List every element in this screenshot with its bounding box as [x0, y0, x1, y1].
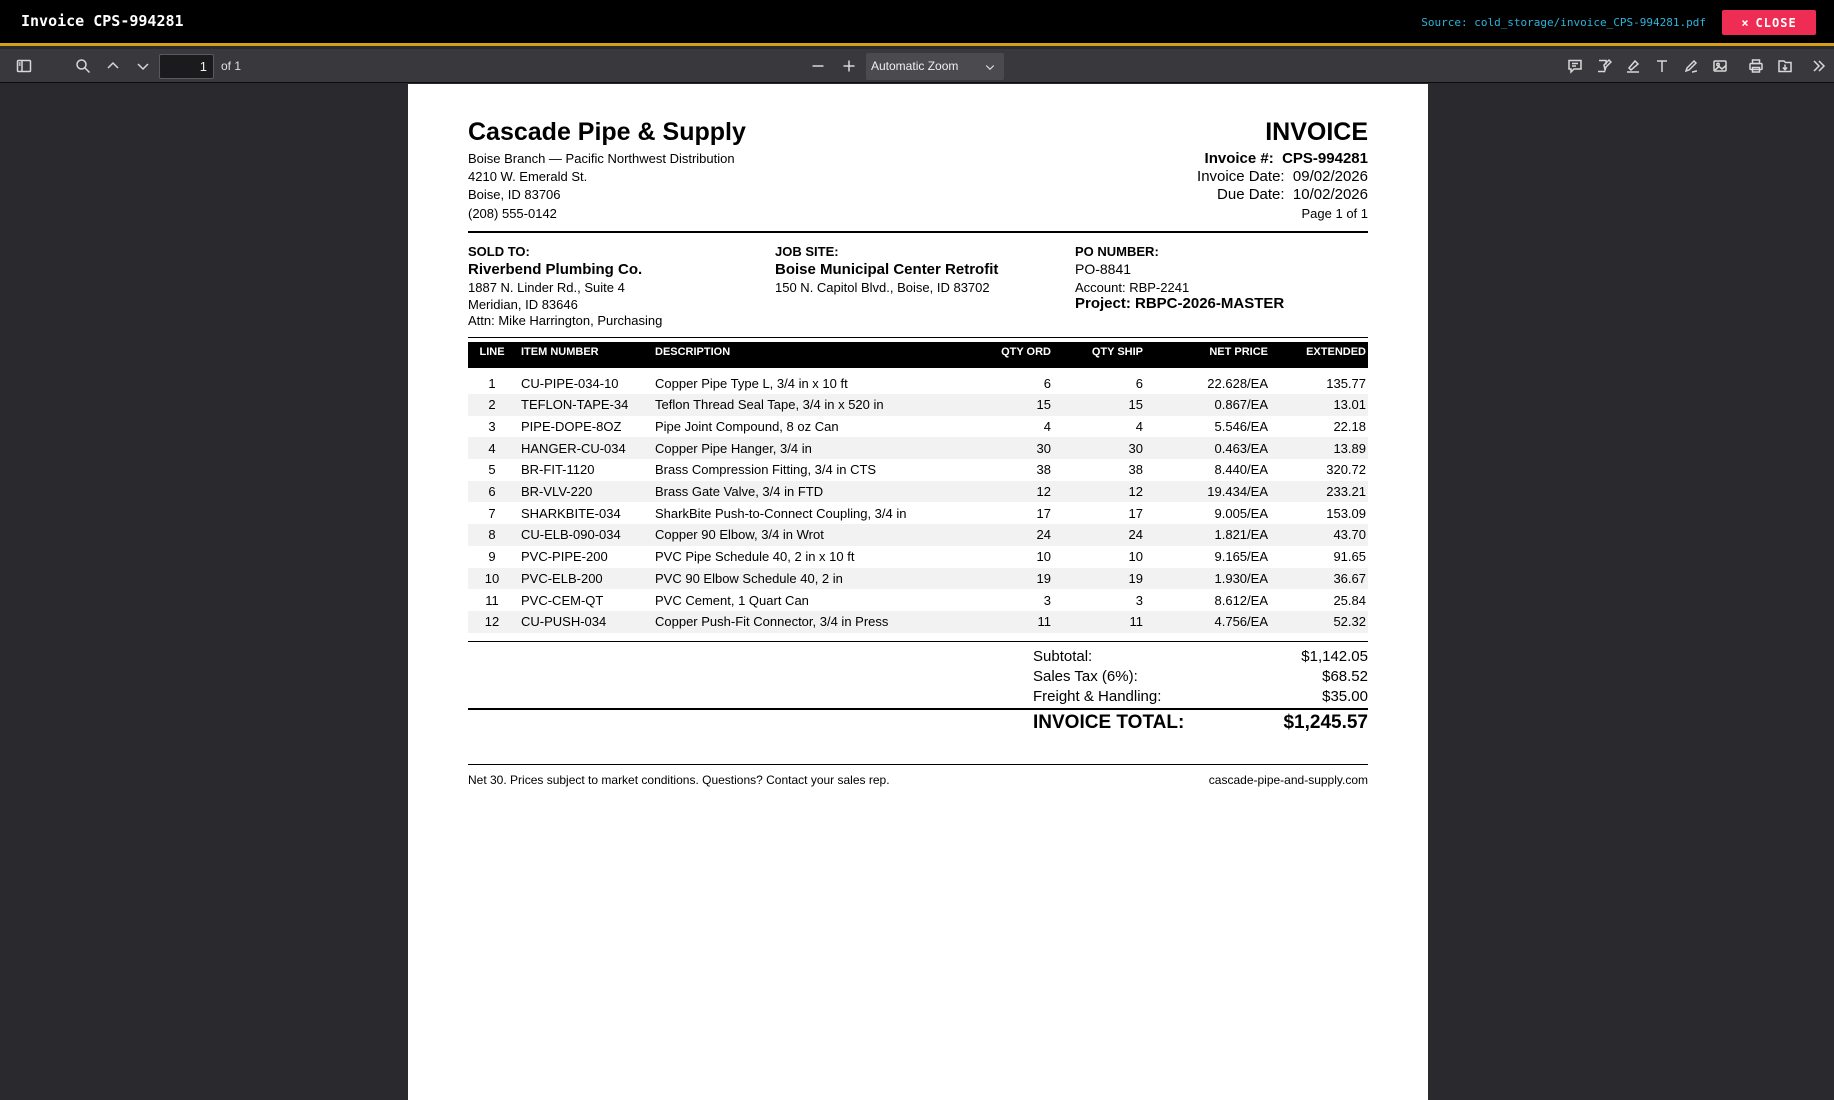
table-row [468, 524, 1368, 546]
qty-shipped: 4 [1135, 419, 1143, 435]
table-row [468, 368, 1368, 394]
qty-ordered: 24 [1036, 527, 1051, 543]
due-date: 10/02/2026 [1292, 186, 1368, 203]
company-city: Boise, ID 83706 [468, 187, 561, 202]
invoice-number-label: Invoice #: [1204, 150, 1274, 167]
invoice-title: INVOICE [1265, 118, 1368, 146]
qty-shipped: 6 [1135, 375, 1143, 391]
search-icon[interactable] [73, 56, 93, 76]
table-header-row [468, 342, 1368, 368]
totals-divider [468, 641, 1368, 642]
column-header: QTY SHIP [1091, 346, 1143, 358]
project-code: Project: RBPC-2026-MASTER [1075, 295, 1285, 312]
table-row [468, 611, 1368, 633]
line-number: 2 [488, 397, 496, 413]
column-header: QTY ORD [1001, 346, 1051, 358]
chevron-up-icon[interactable] [103, 56, 123, 76]
due-date-label: Due Date: [1217, 186, 1285, 203]
table-row [468, 568, 1368, 590]
qty-shipped: 3 [1135, 592, 1143, 608]
qty-shipped: 17 [1128, 505, 1143, 521]
due-date-row [1217, 186, 1368, 203]
extended-price: 13.01 [1333, 397, 1366, 413]
item-number: CU-ELB-090-034 [521, 527, 621, 543]
company-phone: (208) 555-0142 [468, 206, 557, 221]
item-description: PVC 90 Elbow Schedule 40, 2 in [655, 570, 843, 586]
header-divider [468, 231, 1368, 233]
qty-ordered: 15 [1036, 397, 1051, 413]
subtotal-value: $1,142.05 [1301, 648, 1368, 665]
payment-terms: Net 30. Prices subject to market conditions. Questions? Contact your sales rep. [468, 773, 890, 787]
minus-icon[interactable] [808, 56, 828, 76]
extended-price: 91.65 [1333, 549, 1366, 565]
qty-ordered: 30 [1036, 440, 1051, 456]
item-number: BR-VLV-220 [521, 484, 593, 500]
item-number: CU-PUSH-034 [521, 614, 607, 630]
net-price: 9.005/EA [1214, 505, 1268, 521]
item-number: HANGER-CU-034 [521, 440, 626, 456]
qty-ordered: 12 [1036, 484, 1051, 500]
net-price: 19.434/EA [1207, 484, 1268, 500]
qty-ordered: 19 [1036, 570, 1051, 586]
column-header: ITEM NUMBER [521, 346, 599, 358]
net-price: 4.756/EA [1214, 614, 1268, 630]
extended-price: 135.77 [1326, 375, 1366, 391]
freight-label: Freight & Handling: [1033, 688, 1162, 705]
download-icon[interactable] [1775, 56, 1795, 76]
item-description: Pipe Joint Compound, 8 oz Can [655, 419, 839, 435]
company-street: 4210 W. Emerald St. [468, 169, 588, 184]
item-number: PIPE-DOPE-8OZ [521, 419, 622, 435]
sold-to-name: Riverbend Plumbing Co. [468, 261, 643, 278]
net-price: 0.463/EA [1214, 440, 1268, 456]
document-viewer[interactable] [0, 84, 1834, 1100]
job-site-label: JOB SITE: [775, 244, 839, 259]
chevron-down-icon [984, 53, 996, 80]
qty-ordered: 11 [1037, 614, 1051, 630]
item-number: TEFLON-TAPE-34 [521, 397, 629, 413]
image-icon[interactable] [1710, 56, 1730, 76]
item-description: Copper Pipe Hanger, 3/4 in [655, 440, 812, 456]
table-row [468, 437, 1368, 459]
invoice-total-label: INVOICE TOTAL: [1033, 712, 1185, 733]
company-name: Cascade Pipe & Supply [468, 118, 746, 146]
net-price: 1.930/EA [1214, 570, 1268, 586]
net-price: 1.821/EA [1214, 527, 1268, 543]
qty-shipped: 12 [1128, 484, 1143, 500]
item-description: Teflon Thread Seal Tape, 3/4 in x 520 in [655, 397, 884, 413]
grand-total-divider [468, 708, 1368, 710]
invoice-date: 09/02/2026 [1292, 168, 1368, 185]
item-number: PVC-CEM-QT [521, 592, 604, 608]
net-price: 22.628/EA [1207, 375, 1268, 391]
extended-price: 22.18 [1333, 419, 1366, 435]
po-number: PO-8841 [1075, 261, 1132, 277]
line-number: 10 [484, 570, 500, 586]
tax-label: Sales Tax (6%): [1033, 668, 1138, 685]
pdf-toolbar [0, 49, 1834, 83]
job-site-name: Boise Municipal Center Retrofit [775, 261, 999, 278]
page-number-input[interactable]: 1 [159, 54, 214, 79]
item-description: Copper Push-Fit Connector, 3/4 in Press [655, 614, 889, 630]
qty-shipped: 10 [1128, 549, 1143, 565]
item-number: PVC-ELB-200 [521, 570, 603, 586]
table-row [468, 589, 1368, 611]
qty-ordered: 6 [1043, 375, 1051, 391]
chevron-down-icon[interactable] [133, 56, 153, 76]
line-number: 12 [484, 614, 500, 630]
qty-shipped: 11 [1129, 614, 1143, 630]
item-description: Brass Compression Fitting, 3/4 in CTS [655, 462, 877, 478]
column-header: EXTENDED [1306, 346, 1366, 358]
line-number: 7 [488, 505, 496, 521]
table-row [468, 502, 1368, 524]
table-row [468, 546, 1368, 568]
subtotal-label: Subtotal: [1033, 648, 1093, 665]
net-price: 8.612/EA [1214, 592, 1268, 608]
column-header: DESCRIPTION [655, 346, 731, 358]
net-price: 0.867/EA [1214, 397, 1268, 413]
line-number: 6 [488, 484, 496, 500]
extended-price: 25.84 [1333, 592, 1366, 608]
line-number: 3 [488, 419, 496, 435]
plus-icon[interactable] [839, 56, 859, 76]
items-top-divider [468, 337, 1368, 338]
item-number: CU-PIPE-034-10 [521, 375, 619, 391]
extended-price: 320.72 [1326, 462, 1366, 478]
company-branch: Boise Branch — Pacific Northwest Distribution [468, 151, 735, 166]
line-number: 8 [488, 527, 496, 543]
qty-shipped: 15 [1128, 397, 1143, 413]
item-description: Copper Pipe Type L, 3/4 in x 10 ft [655, 375, 848, 391]
page-indicator: Page 1 of 1 [1301, 206, 1368, 221]
zoom-select[interactable] [866, 53, 1004, 80]
table-row [468, 459, 1368, 481]
close-button[interactable] [1722, 10, 1816, 35]
sidebar-toggle-icon[interactable] [14, 56, 34, 76]
line-number: 1 [488, 375, 496, 391]
page-count: of 1 [221, 59, 242, 73]
sold-to-attn: Attn: Mike Harrington, Purchasing [468, 313, 663, 328]
invoice-number-row [1205, 150, 1368, 167]
qty-shipped: 19 [1128, 570, 1143, 586]
qty-ordered: 4 [1043, 419, 1051, 435]
footer-divider [468, 764, 1368, 765]
extended-price: 36.67 [1333, 570, 1366, 586]
net-price: 5.546/EA [1214, 419, 1268, 435]
item-description: PVC Cement, 1 Quart Can [655, 592, 809, 608]
extended-price: 13.89 [1333, 440, 1366, 456]
extended-price: 43.70 [1333, 527, 1366, 543]
qty-shipped: 30 [1128, 440, 1143, 456]
sold-to-label: SOLD TO: [468, 244, 530, 259]
item-description: SharkBite Push-to-Connect Coupling, 3/4 in [655, 505, 907, 521]
zoom-value: Automatic Zoom [871, 59, 959, 73]
sold-to-city: Meridian, ID 83646 [468, 297, 578, 312]
line-items-table [468, 342, 1368, 633]
qty-ordered: 38 [1036, 462, 1051, 478]
column-header: LINE [479, 346, 505, 358]
line-number: 9 [488, 549, 496, 565]
window-title: Invoice CPS-994281 [21, 12, 184, 30]
column-header: NET PRICE [1209, 346, 1268, 358]
table-row [468, 416, 1368, 438]
comment-icon[interactable] [1565, 56, 1585, 76]
close-icon: × [1741, 15, 1750, 30]
highlight-icon[interactable] [1623, 56, 1643, 76]
item-number: PVC-PIPE-200 [521, 549, 608, 565]
sold-to-street: 1887 N. Linder Rd., Suite 4 [468, 280, 625, 295]
freight-value: $35.00 [1322, 688, 1368, 705]
invoice-date-row [1197, 168, 1368, 185]
tax-value: $68.52 [1322, 668, 1368, 685]
net-price: 8.440/EA [1214, 462, 1268, 478]
item-description: Brass Gate Valve, 3/4 in FTD [655, 484, 824, 500]
qty-shipped: 24 [1128, 527, 1143, 543]
line-number: 5 [488, 462, 496, 478]
item-number: BR-FIT-1120 [521, 462, 595, 478]
line-number: 11 [485, 592, 499, 608]
item-description: Copper 90 Elbow, 3/4 in Wrot [655, 527, 824, 543]
qty-ordered: 10 [1036, 549, 1051, 565]
viewer-title-bar [0, 0, 1834, 46]
invoice-total-value: $1,245.57 [1283, 712, 1368, 733]
net-price: 9.165/EA [1214, 549, 1268, 565]
extended-price: 52.32 [1333, 614, 1366, 630]
extended-price: 153.09 [1326, 505, 1366, 521]
signature-icon[interactable] [1594, 56, 1614, 76]
print-icon[interactable] [1746, 56, 1766, 76]
invoice-number: CPS-994281 [1282, 150, 1368, 167]
draw-icon[interactable] [1681, 56, 1701, 76]
company-website: cascade-pipe-and-supply.com [1208, 773, 1368, 787]
qty-shipped: 38 [1128, 462, 1143, 478]
account-number: Account: RBP-2241 [1075, 280, 1190, 295]
po-label: PO NUMBER: [1075, 244, 1159, 259]
double-chevron-right-icon[interactable] [1809, 56, 1829, 76]
source-path: Source: cold_storage/invoice_CPS-994281.pdf [1421, 16, 1706, 29]
line-number: 4 [488, 440, 496, 456]
qty-ordered: 17 [1036, 505, 1051, 521]
qty-ordered: 3 [1043, 592, 1051, 608]
extended-price: 233.21 [1326, 484, 1366, 500]
item-description: PVC Pipe Schedule 40, 2 in x 10 ft [655, 549, 855, 565]
invoice-page [408, 84, 1428, 1100]
invoice-date-label: Invoice Date: [1197, 168, 1285, 185]
table-row [468, 481, 1368, 503]
close-label: CLOSE [1755, 15, 1797, 30]
item-number: SHARKBITE-034 [521, 505, 621, 521]
text-icon[interactable] [1652, 56, 1672, 76]
job-site-address: 150 N. Capitol Blvd., Boise, ID 83702 [775, 280, 990, 295]
table-row [468, 394, 1368, 416]
